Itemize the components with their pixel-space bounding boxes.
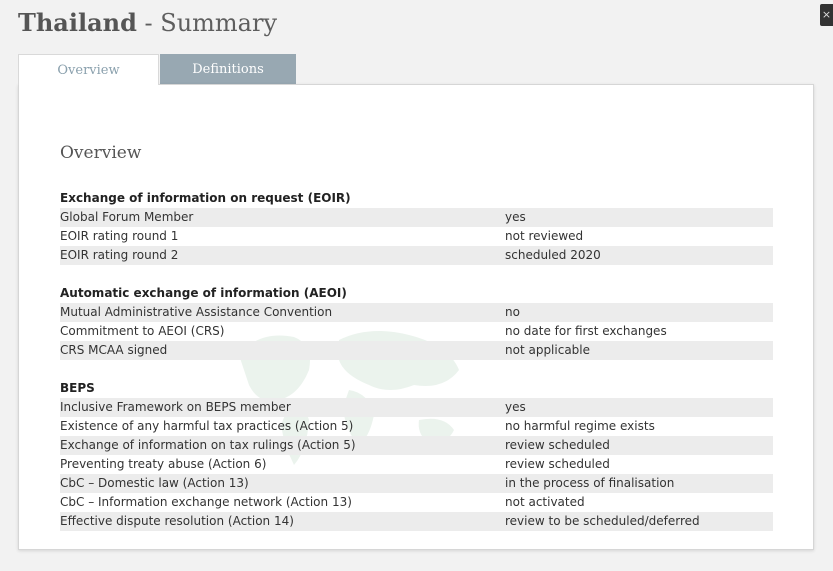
row-value: no (505, 305, 520, 319)
row-label: CRS MCAA signed (60, 343, 168, 357)
row-value: not applicable (505, 343, 591, 357)
tab-overview[interactable]: Overview (18, 54, 159, 85)
row-label: EOIR rating round 2 (60, 248, 179, 262)
row-value: not activated (505, 495, 585, 509)
row-label: CbC – Information exchange network (Action 13) (60, 495, 352, 509)
row-label: CbC – Domestic law (Action 13) (60, 476, 249, 490)
page-title (18, 8, 277, 37)
tab-definitions[interactable]: Definitions (160, 54, 296, 85)
group-title-beps: BEPS (60, 381, 95, 395)
row-label: Mutual Administrative Assistance Convention (60, 305, 333, 319)
row-label: Inclusive Framework on BEPS member (60, 400, 291, 414)
table-row (60, 455, 773, 474)
table-row (60, 474, 773, 493)
table-row (60, 227, 773, 246)
row-value: scheduled 2020 (505, 248, 601, 262)
row-value: no date for first exchanges (505, 324, 667, 338)
title-suffix: - Summary (144, 9, 278, 37)
row-value: in the process of finalisation (505, 476, 675, 490)
table-row (60, 512, 773, 531)
row-value: yes (505, 210, 526, 224)
row-value: review to be scheduled/deferred (505, 514, 700, 528)
row-value: review scheduled (505, 438, 610, 452)
group-title-eoir: Exchange of information on request (EOIR) (60, 191, 351, 205)
overview-heading: Overview (60, 143, 142, 163)
group-title-aeoi: Automatic exchange of information (AEOI) (60, 286, 347, 300)
table-row (60, 398, 773, 417)
row-value: not reviewed (505, 229, 584, 243)
table-row (60, 493, 773, 512)
row-value: review scheduled (505, 457, 610, 471)
row-value: no harmful regime exists (505, 419, 655, 433)
row-label: Existence of any harmful tax practices (Action 5) (60, 419, 354, 433)
row-label: Exchange of information on tax rulings (Action 5) (60, 438, 356, 452)
table-row (60, 303, 773, 322)
row-label: Global Forum Member (60, 210, 194, 224)
row-label: Effective dispute resolution (Action 14) (60, 514, 294, 528)
country-name: Thailand (18, 8, 137, 37)
table-row (60, 417, 773, 436)
close-icon: × (821, 8, 832, 21)
table-row (60, 341, 773, 360)
table-row (60, 208, 773, 227)
row-label: Commitment to AEOI (CRS) (60, 324, 225, 338)
overview-panel (18, 84, 814, 550)
close-button[interactable] (820, 4, 833, 26)
row-value: yes (505, 400, 526, 414)
table-row (60, 436, 773, 455)
table-row (60, 322, 773, 341)
row-label: Preventing treaty abuse (Action 6) (60, 457, 267, 471)
row-label: EOIR rating round 1 (60, 229, 179, 243)
table-row (60, 246, 773, 265)
